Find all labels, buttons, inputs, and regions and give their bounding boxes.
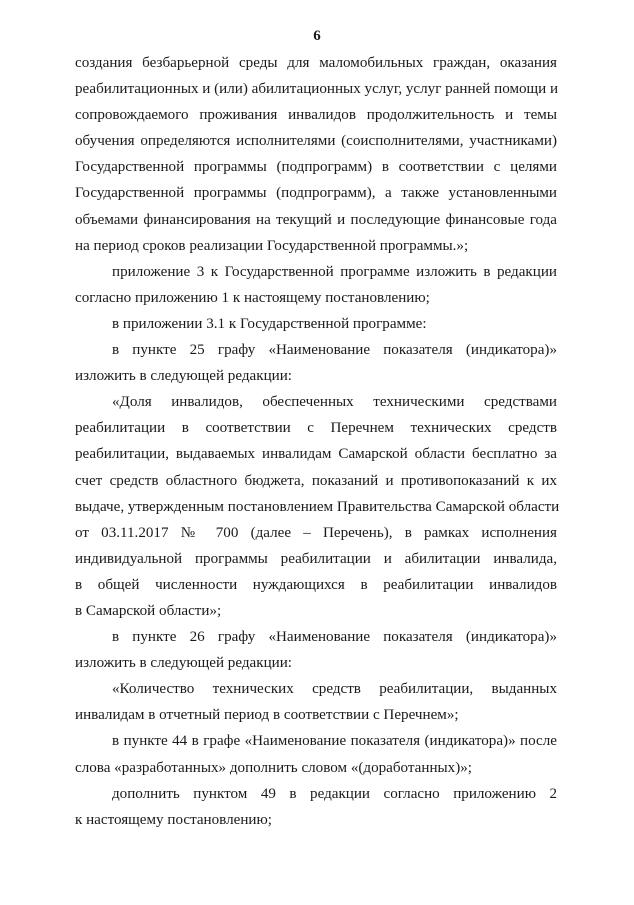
text-line: от 03.11.2017 № 700 (далее – Перечень), в рамках исполнения <box>75 524 557 541</box>
text-line: слова «разработанных» дополнить словом «(доработанных)»; <box>75 759 472 776</box>
text-line: объемами финансирования на текущий и последующие финансовые года <box>75 211 557 228</box>
text-line: инвалидам в отчетный период в соответствии с Перечнем»; <box>75 707 459 724</box>
text-line: выдаче, утвержденным постановлением Правительства Самарской области <box>75 498 560 515</box>
text-line: Государственной программы (подпрограмм), а также установленными <box>75 185 557 202</box>
text-line: согласно приложению 1 к настоящему постановлению; <box>75 289 430 306</box>
text-line: в общей численности нуждающихся в реабилитации инвалидов <box>75 576 557 593</box>
text-line: счет средств областного бюджета, показаний и противопоказаний к их <box>75 472 557 489</box>
text-line: Государственной программы (подпрограмм) в соответствии с целями <box>75 159 557 176</box>
text-line: «Количество технических средств реабилитации, выданных <box>112 681 557 698</box>
text-line: в Самарской области»; <box>75 602 222 619</box>
text-line: реабилитации в соответствии с Перечнем технических средств <box>75 420 557 437</box>
text-line: в пункте 26 графу «Наименование показателя (индикатора)» <box>112 629 557 646</box>
text-line: обучения определяются исполнителями (соисполнителями, участниками) <box>75 133 557 150</box>
text-line: изложить в следующей редакции: <box>75 368 292 385</box>
text-line: индивидуальной программы реабилитации и абилитации инвалида, <box>75 550 557 567</box>
text-line: «Доля инвалидов, обеспеченных техническими средствами <box>112 394 557 411</box>
text-line: изложить в следующей редакции: <box>75 655 292 672</box>
text-line: создания безбарьерной среды для маломобильных граждан, оказания <box>75 55 557 71</box>
text-line: в пункте 44 в графе «Наименование показателя (индикатора)» после <box>112 733 557 750</box>
text-line: приложение 3 к Государственной программе изложить в редакции <box>112 263 557 280</box>
text-line: дополнить пунктом 49 в редакции согласно приложению 2 <box>112 785 557 802</box>
text-line: на период сроков реализации Государственной программы.»; <box>75 237 469 254</box>
text-line: в приложении 3.1 к Государственной программе: <box>112 315 427 332</box>
text-line: реабилитации, выдаваемых инвалидам Самарской области бесплатно за <box>75 446 557 463</box>
page-number: 6 <box>313 28 321 44</box>
text-line: реабилитационных и (или) абилитационных услуг, услуг ранней помощи и <box>75 81 559 98</box>
text-line: в пункте 25 графу «Наименование показателя (индикатора)» <box>112 342 557 359</box>
text-line: сопровождаемого проживания инвалидов продолжительность и темы <box>75 107 557 124</box>
text-line: к настоящему постановлению; <box>75 811 272 828</box>
document-body <box>75 50 560 833</box>
